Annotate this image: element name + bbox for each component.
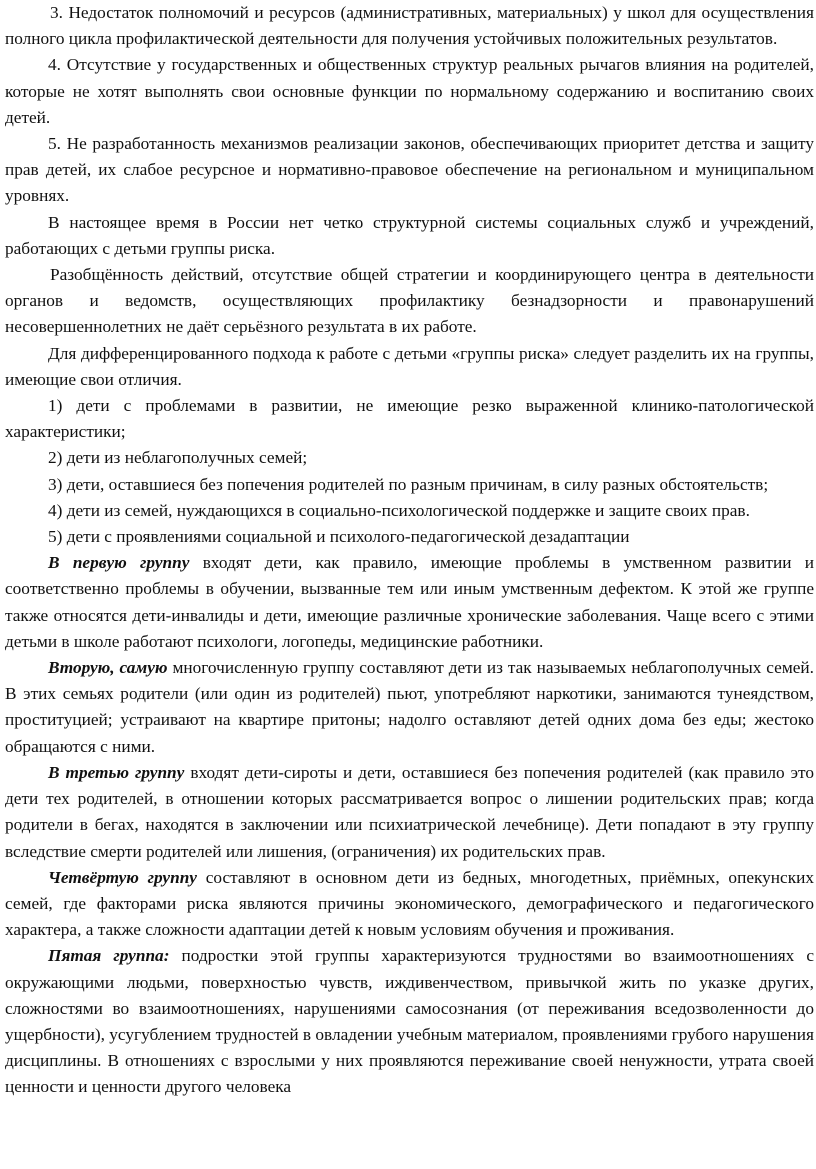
group-text-2: многочисленную группу составляют дети из так называемых неблагополучных семей. В этих семьях родители (или один из родителей) пьют, употребляют наркотики, занимаются тунеядством, проституцией; устраивают на квартире притоны; надолго оставляют детей одних дома без еды; жестоко обращаются с ними. bbox=[5, 658, 814, 756]
group-lead-4: Четвёртую группу bbox=[48, 867, 197, 887]
list-item-group-4: 4) дети из семей, нуждающихся в социально-психологической поддержке и защите своих прав. bbox=[48, 500, 750, 520]
group-description-5 bbox=[5, 943, 814, 1100]
group-lead-2: Вторую, самую bbox=[48, 658, 168, 678]
group-lead-3: В третью группу bbox=[48, 762, 185, 782]
list-item-group-2: 2) дети из неблагополучных семей; bbox=[48, 448, 308, 468]
group-text-4: составляют в основном дети из бедных, многодетных, приёмных, опекунских семей, где факторами риска являются причины экономического, демографического и педагогического характера, а также сложности адаптации детей к новым условиям обучения и проживания. bbox=[5, 867, 814, 940]
list-item-group-3: 3) дети, оставшиеся без попечения родителей по разным причинам, в силу разных обстоятельств; bbox=[48, 474, 769, 494]
group-text-5: подростки этой группы характеризуются трудностями во взаимоотношениях с окружающими людьми, поверхностью чувств, иждивенчеством, привычкой жить по указке других, сложностями во взаимоотношениях, нарушениями самосознания (от переживания вседозволенности до ущербности), усугублением трудностей в овладении учебным материалом, проявлениями грубого нарушения дисциплины. В отношениях с взрослыми у них проявляются переживание своей ненужности, утрата своей ценности и ценности другого человека bbox=[5, 946, 814, 1097]
paragraph-item-5: 5. Не разработанность механизмов реализации законов, обеспечивающих приоритет детства и защиту прав детей, их слабое ресурсное и нормативно-правовое обеспечение на региональном и муниципальном уровнях. bbox=[5, 134, 814, 206]
paragraph-differentiation: Для дифференцированного подхода к работе с детьми «группы риска» следует разделить их на группы, имеющие свои отличия. bbox=[5, 343, 814, 389]
group-description-1 bbox=[5, 550, 814, 655]
paragraph-fragmentation: Разобщённость действий, отсутствие общей стратегии и координирующего центра в деятельности органов и ведомств, осуществляющих профилактику безнадзорности и правонарушений несовершеннолетних не даёт серьёзного результата в их работе. bbox=[5, 265, 814, 337]
group-description-2 bbox=[5, 655, 814, 760]
paragraph-item-3: 3. Недостаток полномочий и ресурсов (административных, материальных) у школ для осуществления полного цикла профилактической деятельности для получения устойчивых положительных результатов. bbox=[5, 3, 814, 49]
group-description-3 bbox=[5, 760, 814, 865]
paragraph-current-state: В настоящее время в России нет четко структурной системы социальных служб и учреждений, работающих с детьми группы риска. bbox=[5, 212, 814, 258]
paragraph-item-4: 4. Отсутствие у государственных и общественных структур реальных рычагов влияния на родителей, которые не хотят выполнять свои основные функции по нормальному содержанию и воспитанию своих детей. bbox=[5, 55, 814, 127]
group-lead-5: Пятая группа: bbox=[48, 946, 170, 966]
group-lead-1: В первую группу bbox=[48, 553, 190, 573]
list-item-group-5: 5) дети с проявлениями социальной и психолого-педагогической дезадаптации bbox=[48, 527, 630, 547]
list-item-group-1: 1) дети с проблемами в развитии, не имеющие резко выраженной клинико-патологической характеристики; bbox=[5, 396, 814, 442]
group-text-3: входят дети-сироты и дети, оставшиеся без попечения родителей (как правило это дети тех родителей, в отношении которых рассматривается вопрос о лишении родительских прав; когда родители в бегах, находятся в заключении или психиатрической лечебнице). Дети попадают в эту группу вследствие смерти родителей или лишения, (ограничения) их родительских прав. bbox=[5, 762, 814, 861]
group-description-4 bbox=[5, 865, 814, 944]
group-text-1: входят дети, как правило, имеющие проблемы в умственном развитии и соответственно проблемы в обучении, вызванные тем или иным умственным дефектом. К этой же группе также относятся дети-инвалиды и дети, имеющие различные хронические заболевания. Чаще всего с этими детьми в школе работают психологи, логопеды, медицинские работники. bbox=[5, 553, 815, 651]
